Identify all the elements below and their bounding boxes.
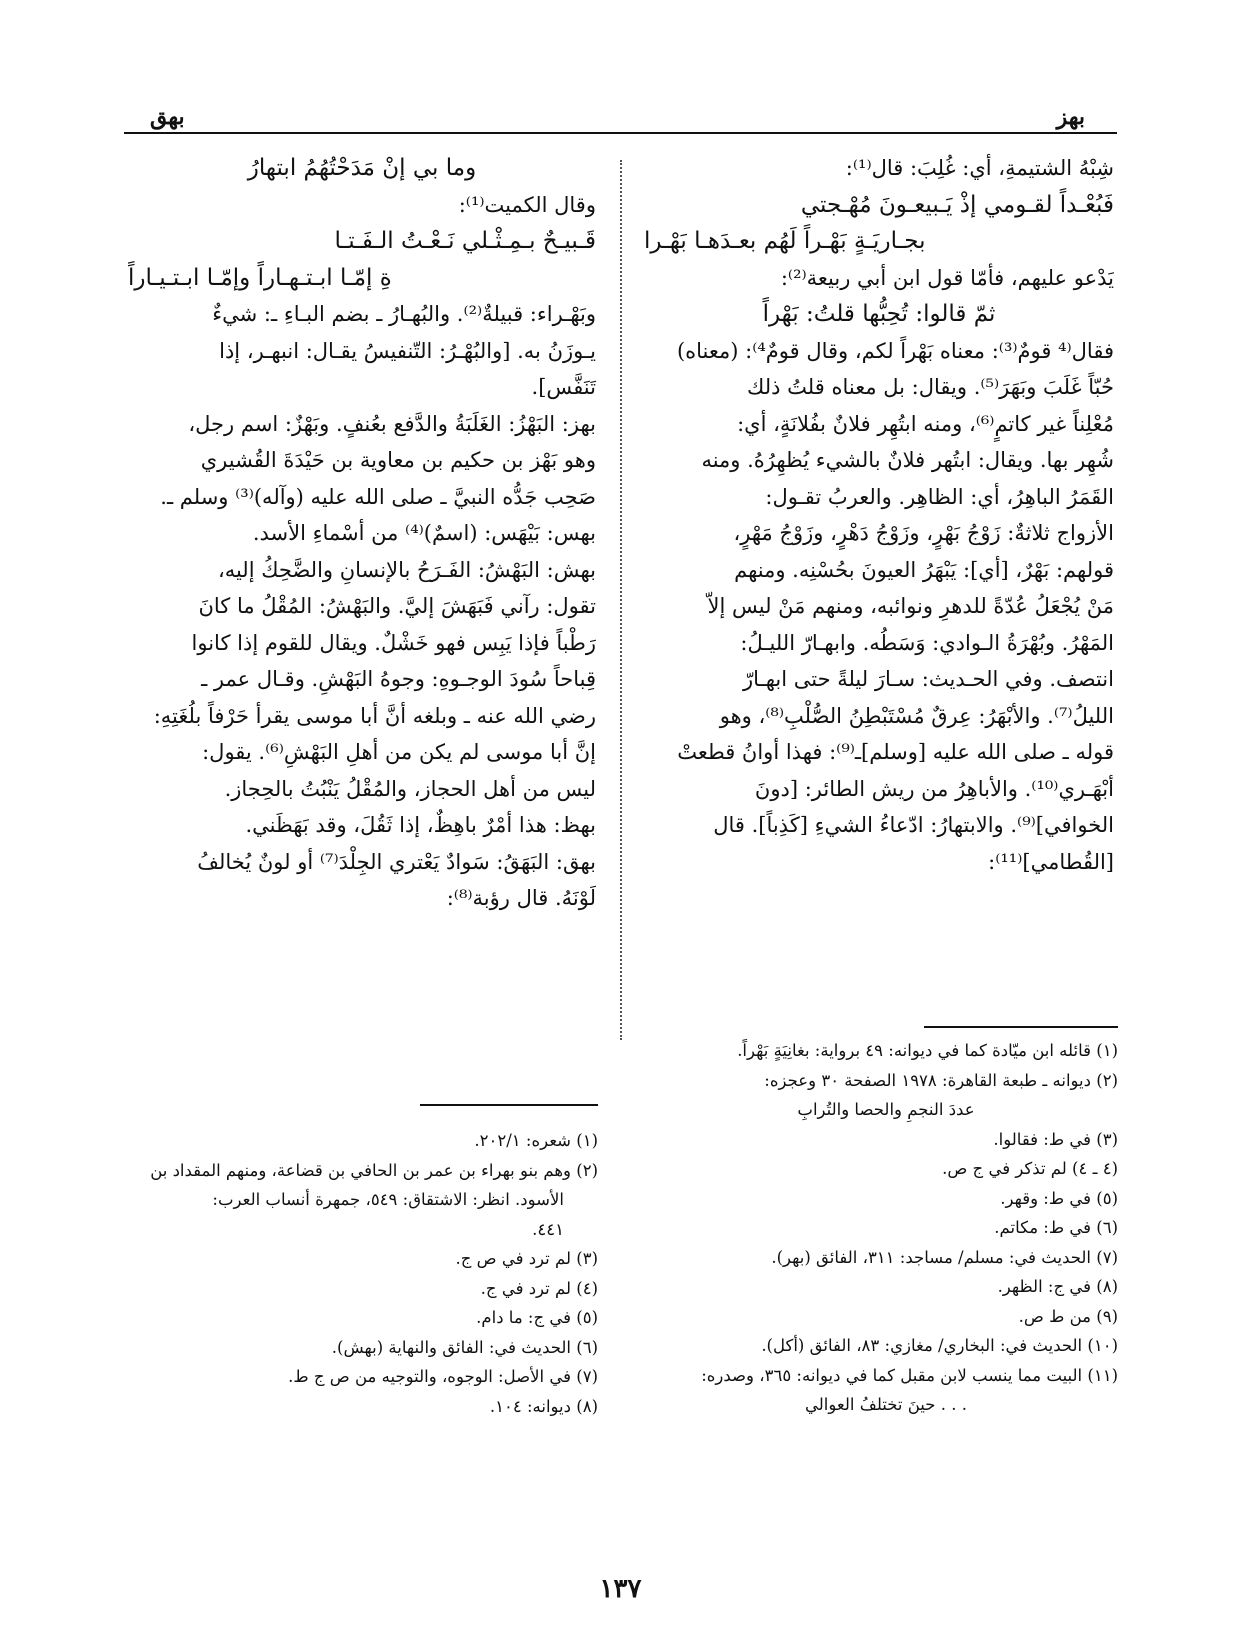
running-header-left: بهق: [150, 104, 185, 130]
text-line: مَنْ يُجْعَلُ عُدّةً للدهرِ ونوائبه، ومنهم مَنْ ليس إلاّ: [707, 594, 1114, 618]
text-line: وهو بَهْز بن حكيم بن معاوية بن حَيْدَةَ القُشيري: [200, 448, 596, 472]
text-line: يـوزَنُ به. [والبُهْـرُ: التّنفيسُ يقـال: انبهـر، إذا: [219, 338, 596, 363]
footnote: (٧) الحديث في: مسلم/ مساجد: ٣١١، الفائق (بهر).: [771, 1247, 1118, 1267]
text-line: مُعْلِناً غير كاتمٍ⁽⁶⁾، ومنه ابتُهِر فلانٌ بفُلانَةٍ، أي:: [737, 411, 1114, 436]
page-number: ١٣٧: [599, 1574, 642, 1604]
footnote: (٤) لم ترد في ج.: [480, 1278, 598, 1298]
text-line: يَدْعو عليهم، فأمّا قول ابن أبي ربيعة⁽²⁾:: [780, 265, 1114, 290]
text-line: شُهِر بها. ويقال: ابتُهر فلانٌ بالشيء يُظهِرُهُ. ومنه: [701, 448, 1114, 472]
verse-line: فَبُعْـداً لقـومي إذْ يَـبيعـونَ مُهْـجتي: [800, 191, 1114, 218]
text-line: تقول: رآني فَبَهَشَ إليَّ. والبَهْشُ: المُقْلُ ما كانَ: [198, 594, 596, 618]
text-line: الليلُ⁽⁷⁾. والأبْهَرُ: عِرقٌ مُسْتَبْطِنُ الصُّلْبِ⁽⁸⁾، وهو: [719, 703, 1114, 728]
left-column: [128, 150, 596, 917]
text-line: قوله ـ صلى الله عليه [وسلم]ـ⁽⁹⁾: فهذا أوانُ قطعتْ: [677, 740, 1114, 764]
entry-bahs: بهس: بَيْهَس: (اسمٌ)⁽⁴⁾ من أسْماءِ الأسد.: [252, 521, 596, 545]
text-line: صَحِب جَدُّه النبيَّ ـ صلى الله عليه (وآله)⁽³⁾ وسلم ـ.: [160, 484, 596, 509]
footnote: (٥) في ج: ما دام.: [476, 1308, 598, 1327]
footnotes-right: [654, 1036, 1118, 1420]
footnote-continuation: ٤٤١.: [532, 1219, 564, 1239]
verse-line: وما بي إنْ مَدَحْتُهُمُ ابتهارُ: [247, 155, 477, 181]
text-line: قولهم: بَهْرٌ، [أي]: يَبْهَرُ العيونَ بحُسْنِه. ومنهم: [734, 557, 1114, 582]
verse-line: ةِ إمّـا ابـتـهـاراً وإمّـا ابـتـيـاراً: [128, 264, 392, 291]
running-header-right: بهز: [1056, 104, 1085, 130]
entry-bahsh: بهش: البَهْشُ: الفَـرَحُ بالإنسانِ والضَّحِكُ إليه،: [217, 557, 596, 582]
footnote: (٣) لم ترد في ص ج.: [455, 1249, 598, 1268]
footnote: (٢) ديوانه ـ طبعة القاهرة: ١٩٧٨ الصفحة ٣٠ وعجزه:: [764, 1070, 1118, 1090]
footnote: (١) شعره: ٢٠٢/١.: [474, 1131, 598, 1150]
verse-line: قَـبيـحٌ بـمِـثْـلي نَـعْـتُ الـفَـتـا: [334, 228, 596, 254]
column-divider: [620, 160, 622, 1040]
text-line: فقال⁽⁴ قومٌ⁽³⁾: معناه بَهْراً لكم، وقال قومٌ⁴⁾: (معناه): [676, 338, 1114, 363]
footnote: (٢) وهم بنو بهراء بن عمر بن الحافي بن قضاعة، ومنهم المقداد بن: [150, 1160, 598, 1180]
text-line: ليس من أهل الحجاز، والمُقْلُ يَنْبُتُ بالحِجاز.: [224, 776, 596, 801]
text-line: حُبّاً غَلَبَ وبَهَرَ⁽⁵⁾. ويقال: بل معناه قلتُ ذلك: [747, 375, 1114, 399]
footnote: (٣) في ط: فقالوا.: [993, 1129, 1118, 1149]
footnote-continuation: الأسود. انظر: الاشتقاق: ٥٤٩، جمهرة أنساب العرب:: [212, 1190, 564, 1209]
footnote-verse: عددَ النجمِ والحصا والتُرابِ: [797, 1100, 975, 1119]
entry-bahaq: بهق: البَهَقُ: سَوادٌ يَعْتري الجِلْدَ⁽⁷⁾ أو لونٌ يُخالفُ: [197, 849, 596, 874]
footnote-rule-right: [924, 1026, 1118, 1028]
text-line: قِباحاً سُودَ الوجـوهِ: وجوهُ البَهْشِ. وقـال عمر ـ: [201, 667, 596, 691]
footnote: (٨) في ج: الظهر.: [997, 1277, 1118, 1296]
text-line: [القُطامي]⁽¹¹⁾:: [988, 849, 1114, 874]
footnote: (٨) ديوانه: ١٠٤.: [489, 1396, 598, 1416]
text-line: القَمَرُ الباهِرُ، أي: الظاهِر. والعربُ تقـول:: [765, 484, 1114, 509]
text-line: انتصف. وفي الحـديث: سـارَ ليلةً حتى ابهـارّ: [743, 667, 1114, 691]
text-line: المَهْرُ. وبُهْرَةُ الـوادي: وَسَطُه. وابهـارّ الليـلُ:: [740, 630, 1114, 655]
right-column: [644, 150, 1114, 880]
footnote: (٥) في ط: وقهر.: [1000, 1188, 1118, 1208]
text-line: لَوْنَهُ. قال رؤبة⁽⁸⁾:: [446, 886, 596, 910]
text-line: شِبْهُ الشتيمةِ، أي: غُلِبَ: قال⁽¹⁾:: [845, 156, 1114, 180]
footnote: (١٠) الحديث في: البخاري/ مغازي: ٨٣، الفائق (أكل).: [761, 1336, 1118, 1355]
footnote-verse: . . . حينَ تختلفُ العوالي: [805, 1395, 967, 1414]
footnotes-left: [128, 1126, 598, 1421]
footnote: (٩) من ط ص.: [1018, 1306, 1118, 1326]
text-line: الخوافي]⁽⁹⁾. والابتهارُ: ادّعاءُ الشيءِ [كَذِباً]. قال: [713, 813, 1114, 837]
header-rule: [124, 132, 1117, 134]
verse-line: ثمّ قالوا: تُحِبُّها قلتُ: بَهْراً: [762, 301, 996, 327]
footnote: (٤ ـ ٤) لم تذكر في ج ص.: [942, 1159, 1118, 1178]
text-line: رَطْباً فإذا يَبِس فهو خَشْلٌ. ويقال للقوم إذا كانوا: [191, 630, 596, 655]
footnote: (٦) في ط: مكاتم.: [994, 1218, 1118, 1237]
text-line: وقال الكميت⁽¹⁾:: [458, 192, 596, 217]
footnote: (١١) البيت مما ينسب لابن مقبل كما في ديوانه: ٣٦٥، وصدره:: [701, 1365, 1118, 1385]
footnote: (٧) في الأصل: الوجوه، والتوجيه من ص ج ط.: [288, 1367, 598, 1386]
footnote-rule-left: [420, 1104, 598, 1106]
entry-bahz2: بهظ: هذا أمْرٌ باهِظٌ، إذا ثَقُلَ، وقد بَهَظَني.: [245, 813, 596, 837]
text-line: وبَهْـراء: قبيلةٌ⁽²⁾. والبُهـارُ ـ بضم البـاءِ ـ: شيءٌ: [212, 302, 596, 326]
text-line: تَنَفَّس].: [531, 375, 596, 399]
text-line: أبْهَـري⁽¹⁰⁾. والأباهِرُ من ريش الطائر: [دونَ: [754, 776, 1114, 801]
entry-bahz: بهز: البَهْزُ: الغَلَبَةُ والدَّفع بعُنفٍ. وبَهْزٌ: اسم رجل،: [188, 411, 596, 436]
verse-line: بجـاريَـةٍ بَهْـراً لَهُم بعـدَهـا بَهْـرا: [644, 228, 926, 254]
text-line: إنَّ أبا موسى لم يكن من أهلِ البَهْشِ⁽⁶⁾. يقول:: [202, 740, 596, 764]
text-line: الأزواج ثلاثةٌ: زَوْجُ بَهْرٍ، وزَوْجُ دَهْرٍ، وزَوْجُ مَهْرٍ،: [733, 521, 1114, 545]
footnote: (٦) الحديث في: الفائق والنهاية (بهش).: [331, 1337, 598, 1357]
footnote: (١) قائله ابن ميّادة كما في ديوانه: ٤٩ برواية: بغانِيَةٍ بَهْراً.: [737, 1041, 1118, 1060]
text-line: رضي الله عنه ـ وبلغه أنَّ أبا موسى يقرأ حَرْفاً بلُغَتِهِ:: [153, 703, 596, 728]
